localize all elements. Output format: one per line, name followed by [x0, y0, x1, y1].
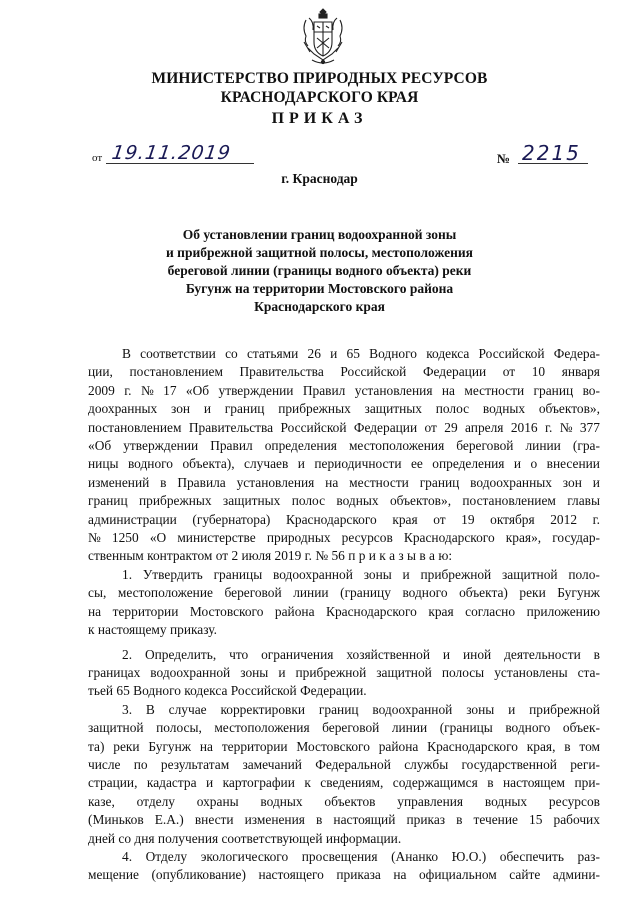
body-line: та) реки Бугунж на территории Мостовского района Краснодарского края, в том — [88, 738, 600, 754]
subject-line: и прибрежной защитной полосы, местоположения — [166, 245, 473, 260]
body-line: тьей 65 Водного кодекса Российской Федерации. — [88, 683, 367, 699]
body-line: (Миньков Е.А.) внести изменения в настоящий приказ в течение 15 рабочих — [88, 812, 600, 828]
body-line: границ прибрежных защитных полос водных объектов», постановлением главы — [88, 493, 600, 509]
body-line: ницы водного объекта), случаев и периодичности ее определения и о внесении — [88, 456, 600, 472]
number-prefix: № — [497, 151, 511, 166]
body-line: защитной полосы, местоположения береговой линии (границы водного объек- — [88, 720, 600, 736]
city-label: г. Краснодар — [281, 171, 358, 186]
document-type-title: ПРИКАЗ — [271, 110, 368, 127]
body-line: страции, кадастра и картографии к сведениям, содержащимся в настоящем при- — [88, 775, 600, 791]
subject-line: Об установлении границ водоохранной зоны — [182, 227, 457, 242]
subject-line: береговой линии (границы водного объекта) реки — [167, 263, 472, 278]
body-line: администрации (губернатора) Краснодарского края от 19 октября 2012 г. — [88, 511, 600, 527]
handwritten-date: 19.11.2019 — [110, 142, 233, 164]
body-line: 3. В случае корректировки границ водоохранной зоны и прибрежной — [122, 701, 600, 717]
ministry-name-line2: КРАСНОДАРСКОГО КРАЯ — [220, 89, 419, 106]
order-subject — [0, 226, 639, 316]
body-line: № 1250 «О министерстве природных ресурсов Краснодарского края», государ- — [88, 530, 600, 546]
body-line: казе, отделу охраны водных объектов управления водных ресурсов — [88, 793, 600, 809]
body-line: ции, постановлением Правительства Российской Федерации от 10 января — [88, 364, 600, 380]
body-line: к настоящему приказу. — [88, 622, 217, 638]
subject-line: Краснодарского края — [254, 299, 385, 314]
handwritten-order-number: 2215 — [522, 141, 581, 165]
body-line: на территории Мостовского района Краснодарского края согласно приложению — [88, 603, 600, 619]
order-body — [88, 345, 600, 885]
body-line: сы, местоположение береговой линии (границу водного объекта) реки Бугунж — [88, 585, 600, 601]
body-line: 2009 г. № 17 «Об утверждении Правил установления на местности границ во- — [88, 382, 600, 398]
subject-line: Бугунж на территории Мостовского района — [185, 281, 454, 296]
date-prefix: от — [92, 152, 103, 164]
body-line: 2. Определить, что ограничения хозяйственной и иной деятельности в — [122, 646, 600, 662]
body-line: дней со дня получения соответствующей информации. — [88, 830, 402, 846]
number-underline — [518, 163, 588, 164]
body-line: В соответствии со статьями 26 и 65 Водного кодекса Российской Федера- — [122, 346, 600, 361]
body-line: мещение (опубликование) настоящего приказа на официальном сайте админи- — [88, 867, 600, 883]
body-line: числе по результатам замечаний Федеральной службы государственной реги- — [88, 756, 600, 772]
body-line: «Об утверждении Правил определения местоположения береговой линии (гра- — [88, 438, 600, 454]
date-underline — [106, 163, 254, 164]
body-line: 1. Утвердить границы водоохранной зоны и прибрежной защитной поло- — [122, 566, 600, 582]
ministry-name-line1: МИНИСТЕРСТВО ПРИРОДНЫХ РЕСУРСОВ — [151, 70, 488, 87]
body-line: доохранных зон и границ прибрежных защитных полос водных объектов», — [88, 401, 600, 417]
body-line: границах водоохранной зоны и прибрежной защитной полосы установлены ста- — [88, 664, 600, 680]
body-line: постановлением Правительства Российской Федерации от 29 апреля 2016 г. № 377 — [88, 419, 600, 435]
body-line: изменений в Правила установления на местности границ водоохранных зон и — [88, 474, 600, 490]
body-line: 4. Отделу экологического просвещения (Ананко Ю.О.) обеспечить раз- — [122, 848, 600, 864]
body-line: ственным контрактом от 2 июля 2019 г. № 56 п р и к а з ы в а ю: — [88, 548, 453, 564]
krasnodar-coat-of-arms-icon — [300, 8, 346, 68]
